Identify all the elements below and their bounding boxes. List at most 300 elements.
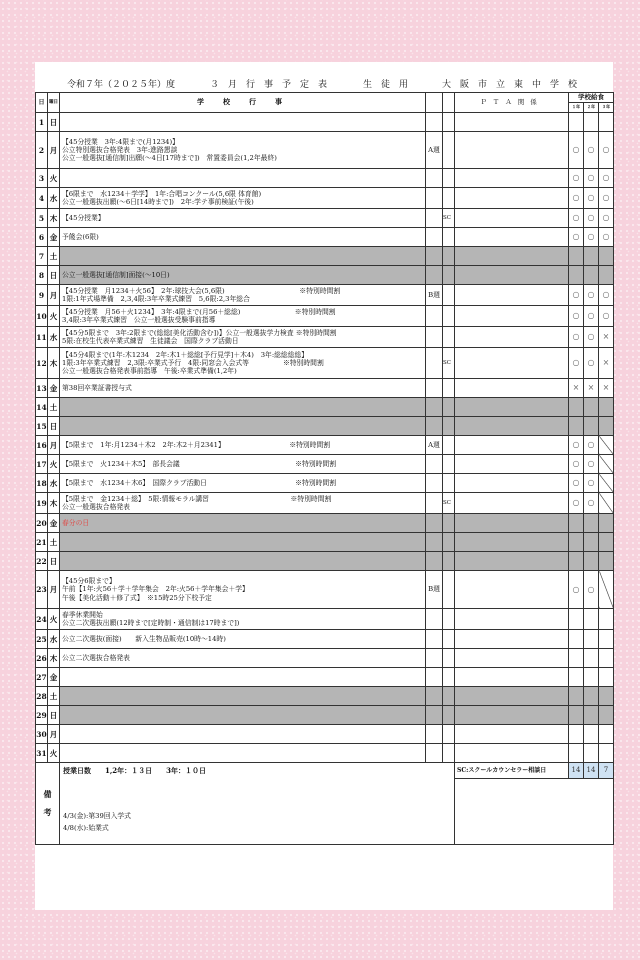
counselor-day — [443, 169, 455, 188]
lunch-mark-grade3: ○ — [599, 228, 614, 247]
lunch-mark-grade1 — [569, 649, 584, 668]
day-date: 9 — [36, 285, 48, 306]
counselor-day — [443, 630, 455, 649]
day-date: 28 — [36, 687, 48, 706]
lunch-count-grade1: 14 — [569, 763, 584, 779]
week-type — [426, 609, 443, 630]
event-line: 公立一般選抜[通信制]面接(～10日) — [62, 270, 170, 279]
day-events — [60, 668, 426, 687]
schedule-title: ３ 月 行 事 予 定 表 — [210, 80, 328, 90]
day-weekday: 土 — [48, 687, 60, 706]
counselor-day — [443, 687, 455, 706]
week-type — [426, 266, 443, 285]
counselor-day — [443, 514, 455, 533]
day-row — [36, 285, 614, 306]
day-weekday: 月 — [48, 571, 60, 609]
lunch-mark-grade2: ○ — [584, 132, 599, 169]
lunch-mark-grade2 — [584, 706, 599, 725]
week-type — [426, 514, 443, 533]
day-weekday: 土 — [48, 247, 60, 266]
week-type — [426, 630, 443, 649]
lunch-mark-grade1 — [569, 744, 584, 763]
day-weekday: 木 — [48, 348, 60, 379]
col-pta: ＰＴＡ関係 — [455, 93, 569, 113]
lunch-mark-grade2 — [584, 552, 599, 571]
week-type — [426, 379, 443, 398]
day-events — [60, 348, 426, 379]
day-pta — [455, 306, 569, 327]
day-weekday: 木 — [48, 649, 60, 668]
day-events — [60, 169, 426, 188]
lunch-mark-grade3 — [599, 436, 614, 455]
lunch-mark-grade3 — [599, 571, 614, 609]
event-line: 【45分6限まで】 — [62, 577, 116, 586]
col-date: 日 — [36, 93, 48, 113]
day-pta — [455, 247, 569, 266]
lunch-mark-grade2: ○ — [584, 436, 599, 455]
week-type — [426, 687, 443, 706]
day-row — [36, 113, 614, 132]
day-pta — [455, 609, 569, 630]
day-pta — [455, 188, 569, 209]
day-pta — [455, 417, 569, 436]
day-weekday: 火 — [48, 306, 60, 327]
lunch-mark-grade2: ○ — [584, 169, 599, 188]
lunch-mark-grade3 — [599, 533, 614, 552]
event-line: 【5限まで 火1234＋木5】 部長会議 ※特別時間割 — [62, 459, 337, 468]
day-events — [60, 744, 426, 763]
event-line: 【45分5限まで 3年:2限まで(総総[美化活動含む])】公立一般選抜学力検査 ※特別時間割 — [62, 328, 337, 337]
day-row — [36, 188, 614, 209]
day-row — [36, 348, 614, 379]
lunch-mark-grade3 — [599, 493, 614, 514]
day-date: 21 — [36, 533, 48, 552]
counselor-day — [443, 327, 455, 348]
lunch-mark-grade2 — [584, 398, 599, 417]
day-events — [60, 706, 426, 725]
lunch-mark-grade1: ○ — [569, 132, 584, 169]
day-date: 16 — [36, 436, 48, 455]
week-type: B週 — [426, 285, 443, 306]
lunch-mark-grade2 — [584, 514, 599, 533]
event-line: 【45分授業 月56＋火1234】 3年:4限まで(月56＋総総) ※特別時間割 — [62, 307, 336, 316]
lunch-mark-grade1 — [569, 687, 584, 706]
counselor-day — [443, 417, 455, 436]
lunch-mark-grade3 — [599, 630, 614, 649]
day-pta — [455, 649, 569, 668]
day-row — [36, 169, 614, 188]
lunch-mark-grade2 — [584, 725, 599, 744]
event-line: 予餞会(6限) — [62, 232, 99, 241]
lunch-mark-grade1: ○ — [569, 306, 584, 327]
day-row — [36, 744, 614, 763]
lunch-mark-grade3 — [599, 706, 614, 725]
week-type: A週 — [426, 436, 443, 455]
event-line: 【5限まで 1年:月1234＋木2 2年:木2＋月2341】 ※特別時間割 — [62, 440, 331, 449]
lunch-mark-grade3: × — [599, 379, 614, 398]
week-type — [426, 474, 443, 493]
week-type — [426, 533, 443, 552]
lunch-mark-grade3 — [599, 687, 614, 706]
week-type — [426, 493, 443, 514]
day-row — [36, 552, 614, 571]
lunch-mark-grade3 — [599, 744, 614, 763]
day-events — [60, 687, 426, 706]
day-weekday: 水 — [48, 630, 60, 649]
lunch-mark-grade1: ○ — [569, 493, 584, 514]
day-date: 26 — [36, 649, 48, 668]
day-events — [60, 398, 426, 417]
day-row — [36, 398, 614, 417]
day-date: 30 — [36, 725, 48, 744]
lunch-mark-grade3 — [599, 398, 614, 417]
lunch-mark-grade1: × — [569, 379, 584, 398]
day-pta — [455, 113, 569, 132]
event-line: 【45分4限まで(1年:木1234 2年:木1＋総総[予行見学]＋木4) 3年:総総総総】 — [62, 350, 309, 359]
day-pta — [455, 687, 569, 706]
lunch-mark-grade1 — [569, 725, 584, 744]
lunch-mark-grade2 — [584, 687, 599, 706]
day-row — [36, 327, 614, 348]
lunch-mark-grade1: ○ — [569, 571, 584, 609]
day-row — [36, 436, 614, 455]
counselor-day — [443, 266, 455, 285]
lunch-mark-grade3: ○ — [599, 306, 614, 327]
lunch-mark-grade1: ○ — [569, 285, 584, 306]
day-pta — [455, 571, 569, 609]
sc-legend: SC:スクールカウンセラー相談日 — [455, 763, 569, 779]
lunch-mark-grade3 — [599, 552, 614, 571]
day-weekday: 水 — [48, 327, 60, 348]
lunch-mark-grade3 — [599, 417, 614, 436]
lunch-mark-grade3: × — [599, 348, 614, 379]
event-line: 春季休業開始 — [62, 610, 103, 619]
counselor-day — [443, 455, 455, 474]
lunch-mark-grade2: ○ — [584, 306, 599, 327]
day-weekday: 水 — [48, 474, 60, 493]
day-pta — [455, 514, 569, 533]
event-line: 公立二次選抜(面接) 新入生物品販売(10時～14時) — [62, 634, 226, 643]
lunch-mark-grade2: ○ — [584, 348, 599, 379]
lunch-mark-grade2 — [584, 266, 599, 285]
day-pta — [455, 169, 569, 188]
counselor-day: SC — [443, 209, 455, 228]
day-row — [36, 228, 614, 247]
day-row — [36, 379, 614, 398]
counselor-day — [443, 609, 455, 630]
lunch-mark-grade1: ○ — [569, 436, 584, 455]
lunch-mark-grade1: ○ — [569, 455, 584, 474]
day-pta — [455, 132, 569, 169]
day-events — [60, 533, 426, 552]
lunch-mark-grade2 — [584, 113, 599, 132]
day-pta — [455, 533, 569, 552]
day-row — [36, 630, 614, 649]
note-item: 4/8(水):始業式 — [60, 821, 455, 845]
counselor-day — [443, 649, 455, 668]
day-pta — [455, 266, 569, 285]
day-row — [36, 209, 614, 228]
day-pta — [455, 706, 569, 725]
day-row — [36, 706, 614, 725]
lunch-mark-grade3: × — [599, 327, 614, 348]
day-weekday: 月 — [48, 725, 60, 744]
day-pta — [455, 725, 569, 744]
lunch-mark-grade1: ○ — [569, 327, 584, 348]
lunch-mark-grade1 — [569, 113, 584, 132]
lunch-mark-grade3: ○ — [599, 285, 614, 306]
counselor-day — [443, 113, 455, 132]
lunch-mark-grade1: ○ — [569, 169, 584, 188]
audience-label: 生 徒 用 — [363, 80, 409, 90]
week-type — [426, 706, 443, 725]
day-events — [60, 630, 426, 649]
counselor-day — [443, 436, 455, 455]
day-date: 2 — [36, 132, 48, 169]
week-type — [426, 228, 443, 247]
event-line: 公立特別選抜合格発表 3年:進路懇談 — [62, 145, 178, 154]
lunch-mark-grade2: ○ — [584, 455, 599, 474]
day-weekday: 日 — [48, 417, 60, 436]
lunch-mark-grade2 — [584, 668, 599, 687]
lunch-mark-grade3 — [599, 725, 614, 744]
week-type — [426, 398, 443, 417]
lunch-mark-grade3: ○ — [599, 169, 614, 188]
counselor-day: SC — [443, 493, 455, 514]
day-date: 22 — [36, 552, 48, 571]
day-date: 19 — [36, 493, 48, 514]
day-date: 15 — [36, 417, 48, 436]
lunch-mark-grade2: ○ — [584, 493, 599, 514]
day-events — [60, 266, 426, 285]
day-pta — [455, 228, 569, 247]
week-type — [426, 725, 443, 744]
counselor-day — [443, 379, 455, 398]
day-weekday: 日 — [48, 113, 60, 132]
day-weekday: 火 — [48, 455, 60, 474]
day-row — [36, 474, 614, 493]
day-row — [36, 132, 614, 169]
lunch-mark-grade1 — [569, 417, 584, 436]
lunch-count-grade2: 14 — [584, 763, 599, 779]
day-pta — [455, 455, 569, 474]
day-pta — [455, 630, 569, 649]
lunch-mark-grade1: ○ — [569, 348, 584, 379]
day-date: 11 — [36, 327, 48, 348]
counselor-day — [443, 132, 455, 169]
event-line: 【5限まで 水1234＋木6】 国際クラブ活動日 ※特別時間割 — [62, 478, 337, 487]
week-type: A週 — [426, 132, 443, 169]
lunch-mark-grade2: ○ — [584, 209, 599, 228]
counselor-day — [443, 744, 455, 763]
lunch-mark-grade1: ○ — [569, 474, 584, 493]
day-weekday: 金 — [48, 228, 60, 247]
col-lunch: 学校給食 — [569, 93, 614, 103]
counselor-day: SC — [443, 348, 455, 379]
day-row — [36, 417, 614, 436]
event-line: 1限:3年卒業式練習 2,3限:卒業式予行 4限:同窓会入会式等 ※特別時間割 — [62, 358, 324, 367]
lunch-mark-grade1: ○ — [569, 228, 584, 247]
day-row — [36, 571, 614, 609]
week-type — [426, 668, 443, 687]
event-line: 1限:1年式場準備 2,3,4限:3年卒業式練習 5,6限:2,3年総合 — [62, 295, 250, 303]
lunch-mark-grade3: ○ — [599, 209, 614, 228]
lunch-mark-grade2: ○ — [584, 188, 599, 209]
day-events — [60, 327, 426, 348]
event-line: 春分の日 — [62, 518, 90, 527]
week-type — [426, 306, 443, 327]
lunch-mark-grade2: ○ — [584, 571, 599, 609]
day-weekday: 木 — [48, 209, 60, 228]
day-weekday: 木 — [48, 493, 60, 514]
day-pta — [455, 744, 569, 763]
lunch-mark-grade3 — [599, 668, 614, 687]
lunch-mark-grade1: ○ — [569, 209, 584, 228]
counselor-day — [443, 398, 455, 417]
day-date: 1 — [36, 113, 48, 132]
day-events — [60, 379, 426, 398]
day-events — [60, 285, 426, 306]
counselor-day — [443, 306, 455, 327]
day-weekday: 水 — [48, 188, 60, 209]
counselor-day — [443, 571, 455, 609]
lunch-mark-grade3 — [599, 649, 614, 668]
notes-label: 備 考 — [36, 763, 60, 845]
day-events — [60, 609, 426, 630]
day-weekday: 月 — [48, 436, 60, 455]
week-type — [426, 247, 443, 266]
day-row — [36, 668, 614, 687]
day-weekday: 土 — [48, 398, 60, 417]
day-pta — [455, 379, 569, 398]
day-weekday: 土 — [48, 533, 60, 552]
event-line: 3,4限:3年卒業式練習 公立一般選抜受験事前指導 — [62, 316, 216, 324]
lunch-mark-grade1 — [569, 266, 584, 285]
lunch-mark-grade1 — [569, 514, 584, 533]
lunch-mark-grade3 — [599, 455, 614, 474]
counselor-day — [443, 533, 455, 552]
schedule-table — [35, 92, 614, 845]
day-date: 23 — [36, 571, 48, 609]
day-date: 24 — [36, 609, 48, 630]
day-pta — [455, 436, 569, 455]
lunch-mark-grade2: ○ — [584, 327, 599, 348]
lunch-mark-grade3 — [599, 247, 614, 266]
week-type — [426, 649, 443, 668]
lunch-mark-grade1 — [569, 706, 584, 725]
day-events — [60, 417, 426, 436]
week-type — [426, 188, 443, 209]
day-row — [36, 493, 614, 514]
counselor-day — [443, 474, 455, 493]
day-weekday: 火 — [48, 609, 60, 630]
day-date: 17 — [36, 455, 48, 474]
lunch-mark-grade2: ○ — [584, 474, 599, 493]
day-date: 27 — [36, 668, 48, 687]
lunch-mark-grade1: ○ — [569, 188, 584, 209]
event-line: 午後【美化活動＋修了式】 ※15時25分下校予定 — [62, 593, 212, 602]
day-date: 10 — [36, 306, 48, 327]
day-events — [60, 514, 426, 533]
lunch-count-grade3: 7 — [599, 763, 614, 779]
school-name: 大 阪 市 立 東 中 学 校 — [442, 80, 578, 90]
event-line: 【6限まで 水1234＋学学】 1年:合唱コンクール(5,6限 体育館) — [62, 189, 262, 198]
day-date: 5 — [36, 209, 48, 228]
schedule-sheet — [35, 62, 613, 910]
col-grade1: １年 — [569, 103, 584, 113]
day-pta — [455, 474, 569, 493]
lunch-mark-grade1 — [569, 533, 584, 552]
event-line: 公立一般選抜合格発表事前指導 午後:卒業式準備(1,2年) — [62, 367, 237, 376]
day-weekday: 火 — [48, 744, 60, 763]
lunch-mark-grade2 — [584, 247, 599, 266]
day-events — [60, 493, 426, 514]
day-events — [60, 209, 426, 228]
event-line: 【45分授業 3年:4限まで(月1234)】 — [62, 137, 179, 146]
lunch-mark-grade2 — [584, 417, 599, 436]
day-row — [36, 306, 614, 327]
week-type — [426, 209, 443, 228]
lunch-mark-grade3 — [599, 266, 614, 285]
day-date: 6 — [36, 228, 48, 247]
week-type — [426, 552, 443, 571]
day-row — [36, 687, 614, 706]
lunch-mark-grade2 — [584, 630, 599, 649]
day-events — [60, 113, 426, 132]
day-date: 20 — [36, 514, 48, 533]
counselor-day — [443, 285, 455, 306]
day-weekday: 金 — [48, 668, 60, 687]
day-date: 8 — [36, 266, 48, 285]
lunch-mark-grade1 — [569, 668, 584, 687]
day-events — [60, 436, 426, 455]
week-type — [426, 169, 443, 188]
day-events — [60, 306, 426, 327]
day-events — [60, 474, 426, 493]
counselor-day — [443, 247, 455, 266]
col-grade3: ３年 — [599, 103, 614, 113]
day-weekday: 日 — [48, 552, 60, 571]
day-weekday: 金 — [48, 379, 60, 398]
lunch-mark-grade2: ○ — [584, 285, 599, 306]
lunch-mark-grade2 — [584, 533, 599, 552]
counselor-day — [443, 706, 455, 725]
lunch-mark-grade3 — [599, 474, 614, 493]
day-date: 3 — [36, 169, 48, 188]
day-weekday: 火 — [48, 169, 60, 188]
lunch-mark-grade2 — [584, 649, 599, 668]
day-date: 31 — [36, 744, 48, 763]
day-row — [36, 609, 614, 630]
lunch-mark-grade3: ○ — [599, 188, 614, 209]
counselor-day — [443, 725, 455, 744]
lunch-mark-grade3 — [599, 514, 614, 533]
day-events — [60, 571, 426, 609]
day-date: 25 — [36, 630, 48, 649]
lunch-mark-grade3 — [599, 113, 614, 132]
day-weekday: 日 — [48, 266, 60, 285]
day-date: 29 — [36, 706, 48, 725]
lunch-mark-grade1 — [569, 247, 584, 266]
counselor-day — [443, 552, 455, 571]
day-row — [36, 725, 614, 744]
day-pta — [455, 493, 569, 514]
day-events — [60, 228, 426, 247]
day-date: 7 — [36, 247, 48, 266]
event-line: 公立一般選抜合格発表 — [62, 503, 130, 511]
lunch-mark-grade2 — [584, 744, 599, 763]
day-date: 12 — [36, 348, 48, 379]
